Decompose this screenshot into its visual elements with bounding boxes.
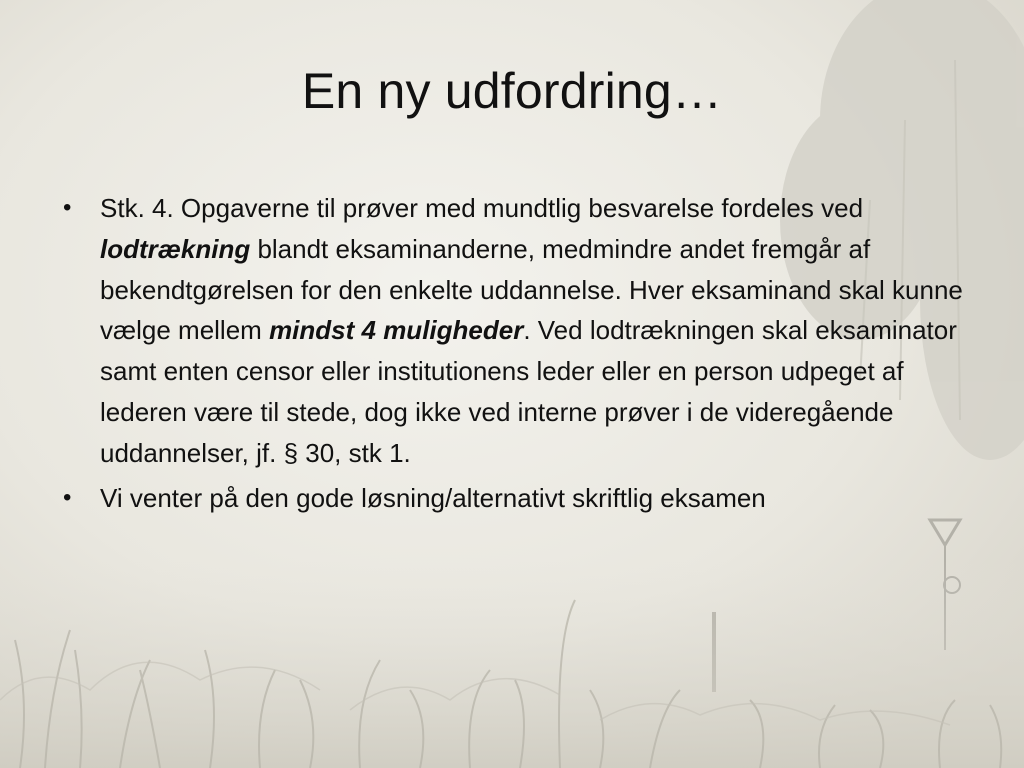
bullet-text-segment: blandt eksaminanderne, medmindre andet fremgår af bekendtgørelsen for den enkelte uddannelse. Hver eksaminand skal kunne vælge mellem xyxy=(100,233,963,346)
emphasis-text: mindst 4 muligheder xyxy=(269,315,524,346)
bullet-item xyxy=(63,188,970,474)
bullet-marker: • xyxy=(63,483,72,511)
bullet-item xyxy=(63,478,970,519)
bullet-text-segment: Stk. 4. Opgaverne til prøver med mundtlig besvarelse fordeles ved xyxy=(100,193,864,223)
bullet-text-segment: . Ved lodtrækningen skal eksaminator samt enten censor eller institutionens leder eller en person udpeget af lederen være til stede, dog ikke ved interne prøver i de videregående uddannelser, jf. § 30, stk 1. xyxy=(100,315,957,468)
slide-title: En ny udfordring… xyxy=(301,63,723,119)
emphasis-text: lodtrækning xyxy=(100,233,251,264)
bullet-marker: • xyxy=(63,194,72,221)
bullet-text: Vi venter på den gode løsning/alternativt skriftlig eksamen xyxy=(100,482,766,513)
bullet-list xyxy=(63,188,970,522)
